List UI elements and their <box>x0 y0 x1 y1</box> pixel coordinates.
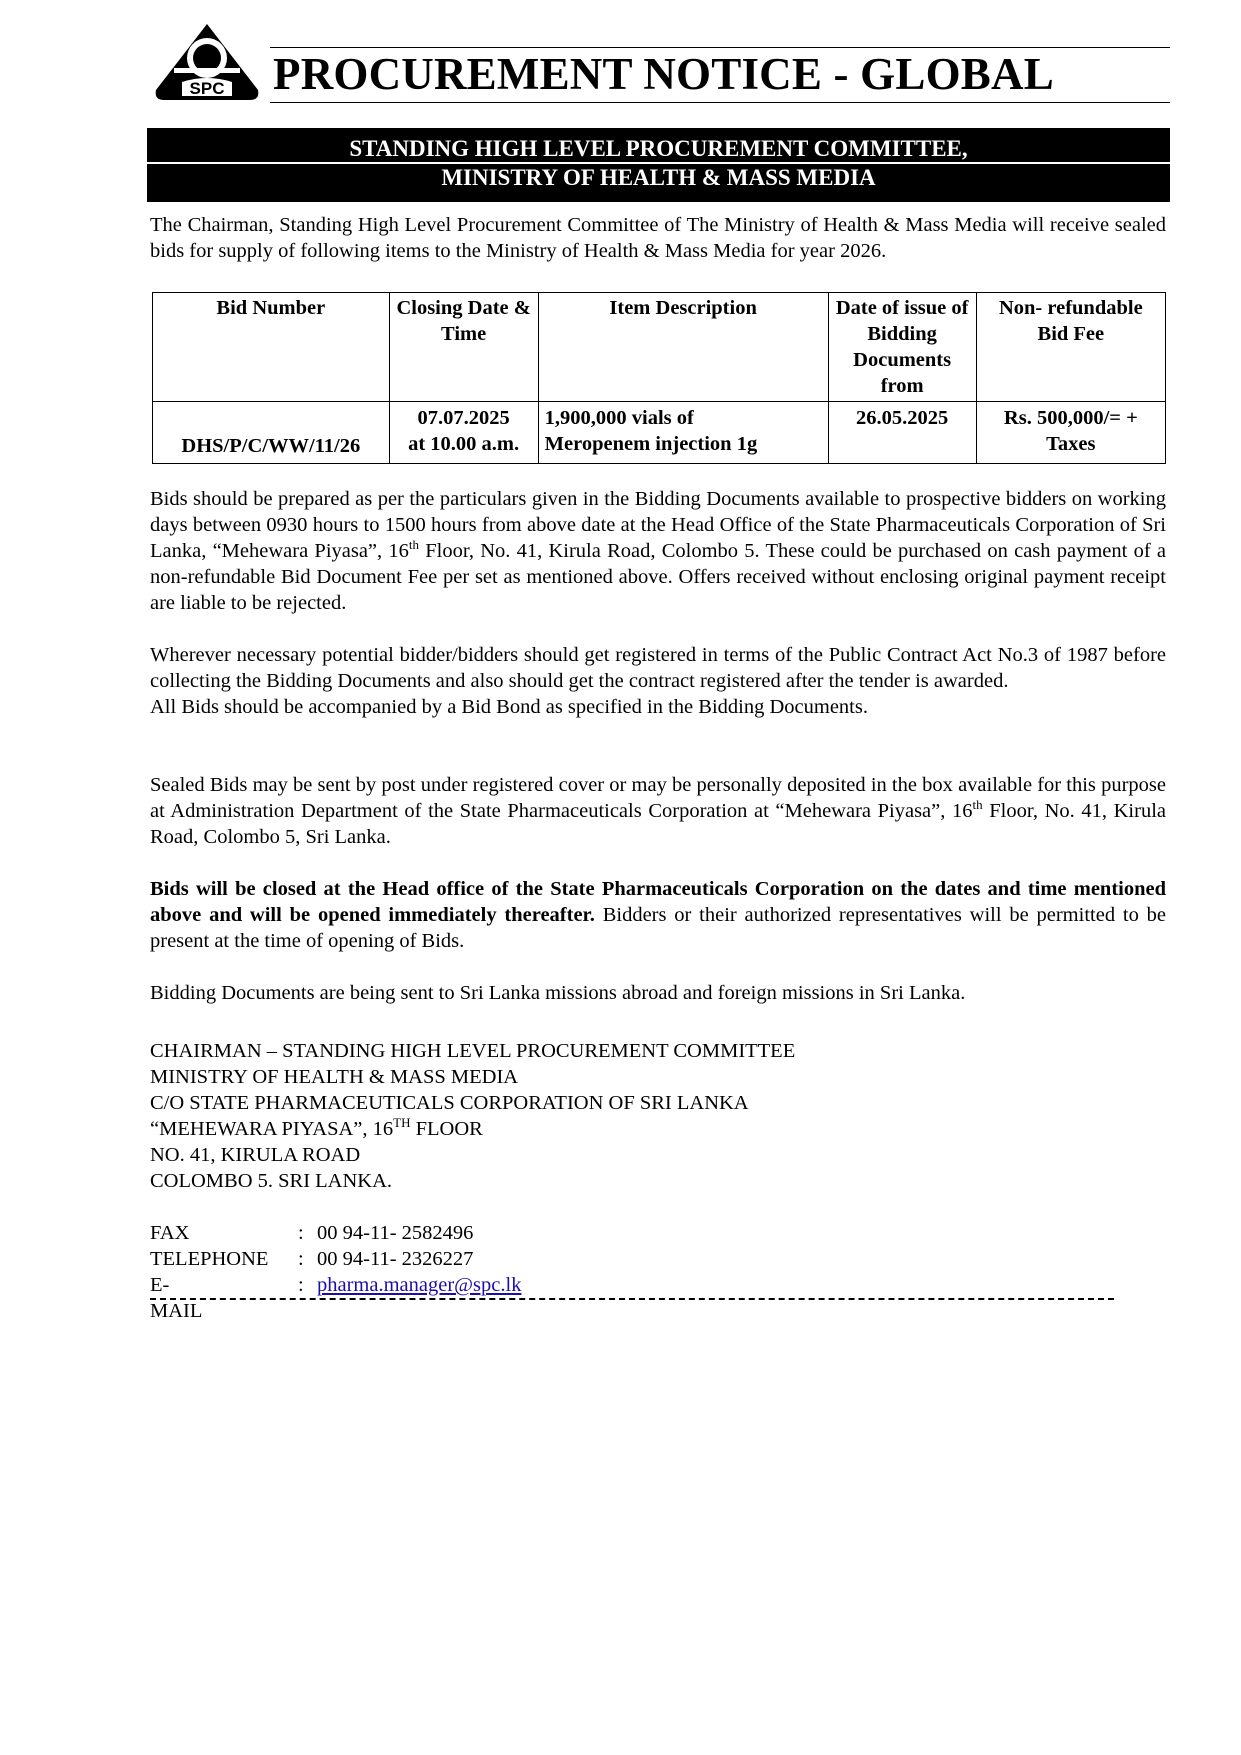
banner-divider <box>147 162 1170 164</box>
closing-time: at 10.00 a.m. <box>408 433 520 455</box>
submission-paragraph: Sealed Bids may be sent by post under registered cover or may be personally deposited in the box available for this purpose at Administration Department of the State Pharmaceuticals Corporation at “Mehewara Piyasa”, 16th Floor, No. 41, Kirula Road, Colombo 5, Sri Lanka. <box>150 774 1166 848</box>
cell-bid-fee: Rs. 500,000/= + Taxes <box>976 402 1165 464</box>
email-label: E-MAIL <box>150 1274 203 1322</box>
header-item-description: Item Description <box>538 293 828 402</box>
address-block: CHAIRMAN – STANDING HIGH LEVEL PROCUREMENT COMMITTEE MINISTRY OF HEALTH & MASS MEDIA C/O STATE PHARMACEUTICALS CORPORATION OF SRI LANKA “MEHEWARA PIYASA”, 16TH FLOOR NO. 41, KIRULA ROAD COLOMBO 5. SRI LANKA. <box>150 1040 796 1192</box>
closing-divider <box>150 1298 1114 1300</box>
title-rule-bottom <box>270 102 1170 103</box>
cell-bid-number: DHS/P/C/WW/11/26 <box>153 402 390 464</box>
registration-paragraph: Wherever necessary potential bidder/bidders should get registered in terms of the Public Contract Act No.3 of 1987 before collecting the Bidding Documents and also should get the contract registered after the tender is awarded. All Bids should be accompanied by a Bid Bond as specified in the Bidding Documents. <box>150 644 1166 718</box>
fax-label: FAX <box>150 1222 190 1244</box>
item-quantity: 1,900,000 vials of <box>544 407 694 429</box>
fax-value: 00 94-11- 2582496 <box>317 1222 474 1244</box>
cell-closing-date <box>389 402 538 464</box>
telephone-value: 00 94-11- 2326227 <box>317 1248 474 1270</box>
item-name: Meropenem injection 1g <box>544 433 758 455</box>
header-closing-date: Closing Date & Time <box>389 293 538 402</box>
table-row <box>153 402 1166 464</box>
logo-text: SPC <box>189 79 225 98</box>
intro-text: The Chairman, Standing High Level Procurement Committee of The Ministry of Health & Mass Media will receive sealed bids for supply of following items to the Ministry of Health & Mass Media for year 2026. <box>150 214 1166 262</box>
bidding-documents-paragraph: Bids should be prepared as per the particulars given in the Bidding Documents available to prospective bidders on working days between 0930 hours to 1500 hours from above date at the Head Office of the State Pharmaceuticals Corporation of Sri Lanka, “Mehewara Piyasa”, 16th Floor, No. 41, Kirula Road, Colombo 5. These could be purchased on cash payment of a non-refundable Bid Document Fee per set as mentioned above. Offers received without enclosing original payment receipt are liable to be rejected. <box>150 488 1166 614</box>
telephone-label: TELEPHONE <box>150 1248 269 1270</box>
closing-date: 07.07.2025 <box>417 407 510 429</box>
closing-paragraph: Bids will be closed at the Head office of the State Pharmaceuticals Corporation on the dates and time mentioned above and will be opened immediately thereafter. Bidders or their authorized representatives will be permitted to be present at the time of opening of Bids. <box>150 878 1166 952</box>
bid-table <box>152 292 1166 464</box>
intro-paragraph <box>150 212 1166 264</box>
cell-item-description <box>538 402 828 464</box>
table-header-row <box>153 293 1166 402</box>
email-link[interactable]: pharma.manager@spc.lk <box>317 1274 522 1296</box>
committee-banner <box>147 128 1170 202</box>
spc-logo <box>152 22 262 106</box>
header-bid-fee: Non- refundable Bid Fee <box>976 293 1165 402</box>
header-issue-date: Date of issue of Bidding Documents from <box>828 293 976 402</box>
cell-issue-date: 26.05.2025 <box>828 402 976 464</box>
header-bid-number: Bid Number <box>153 293 390 402</box>
page-title: PROCUREMENT NOTICE - GLOBAL <box>273 49 1054 99</box>
missions-paragraph: Bidding Documents are being sent to Sri Lanka missions abroad and foreign missions in Sri Lanka. <box>150 982 966 1004</box>
committee-line-2: MINISTRY OF HEALTH & MASS MEDIA <box>441 165 876 190</box>
committee-line-1: STANDING HIGH LEVEL PROCUREMENT COMMITTEE, <box>349 136 968 161</box>
